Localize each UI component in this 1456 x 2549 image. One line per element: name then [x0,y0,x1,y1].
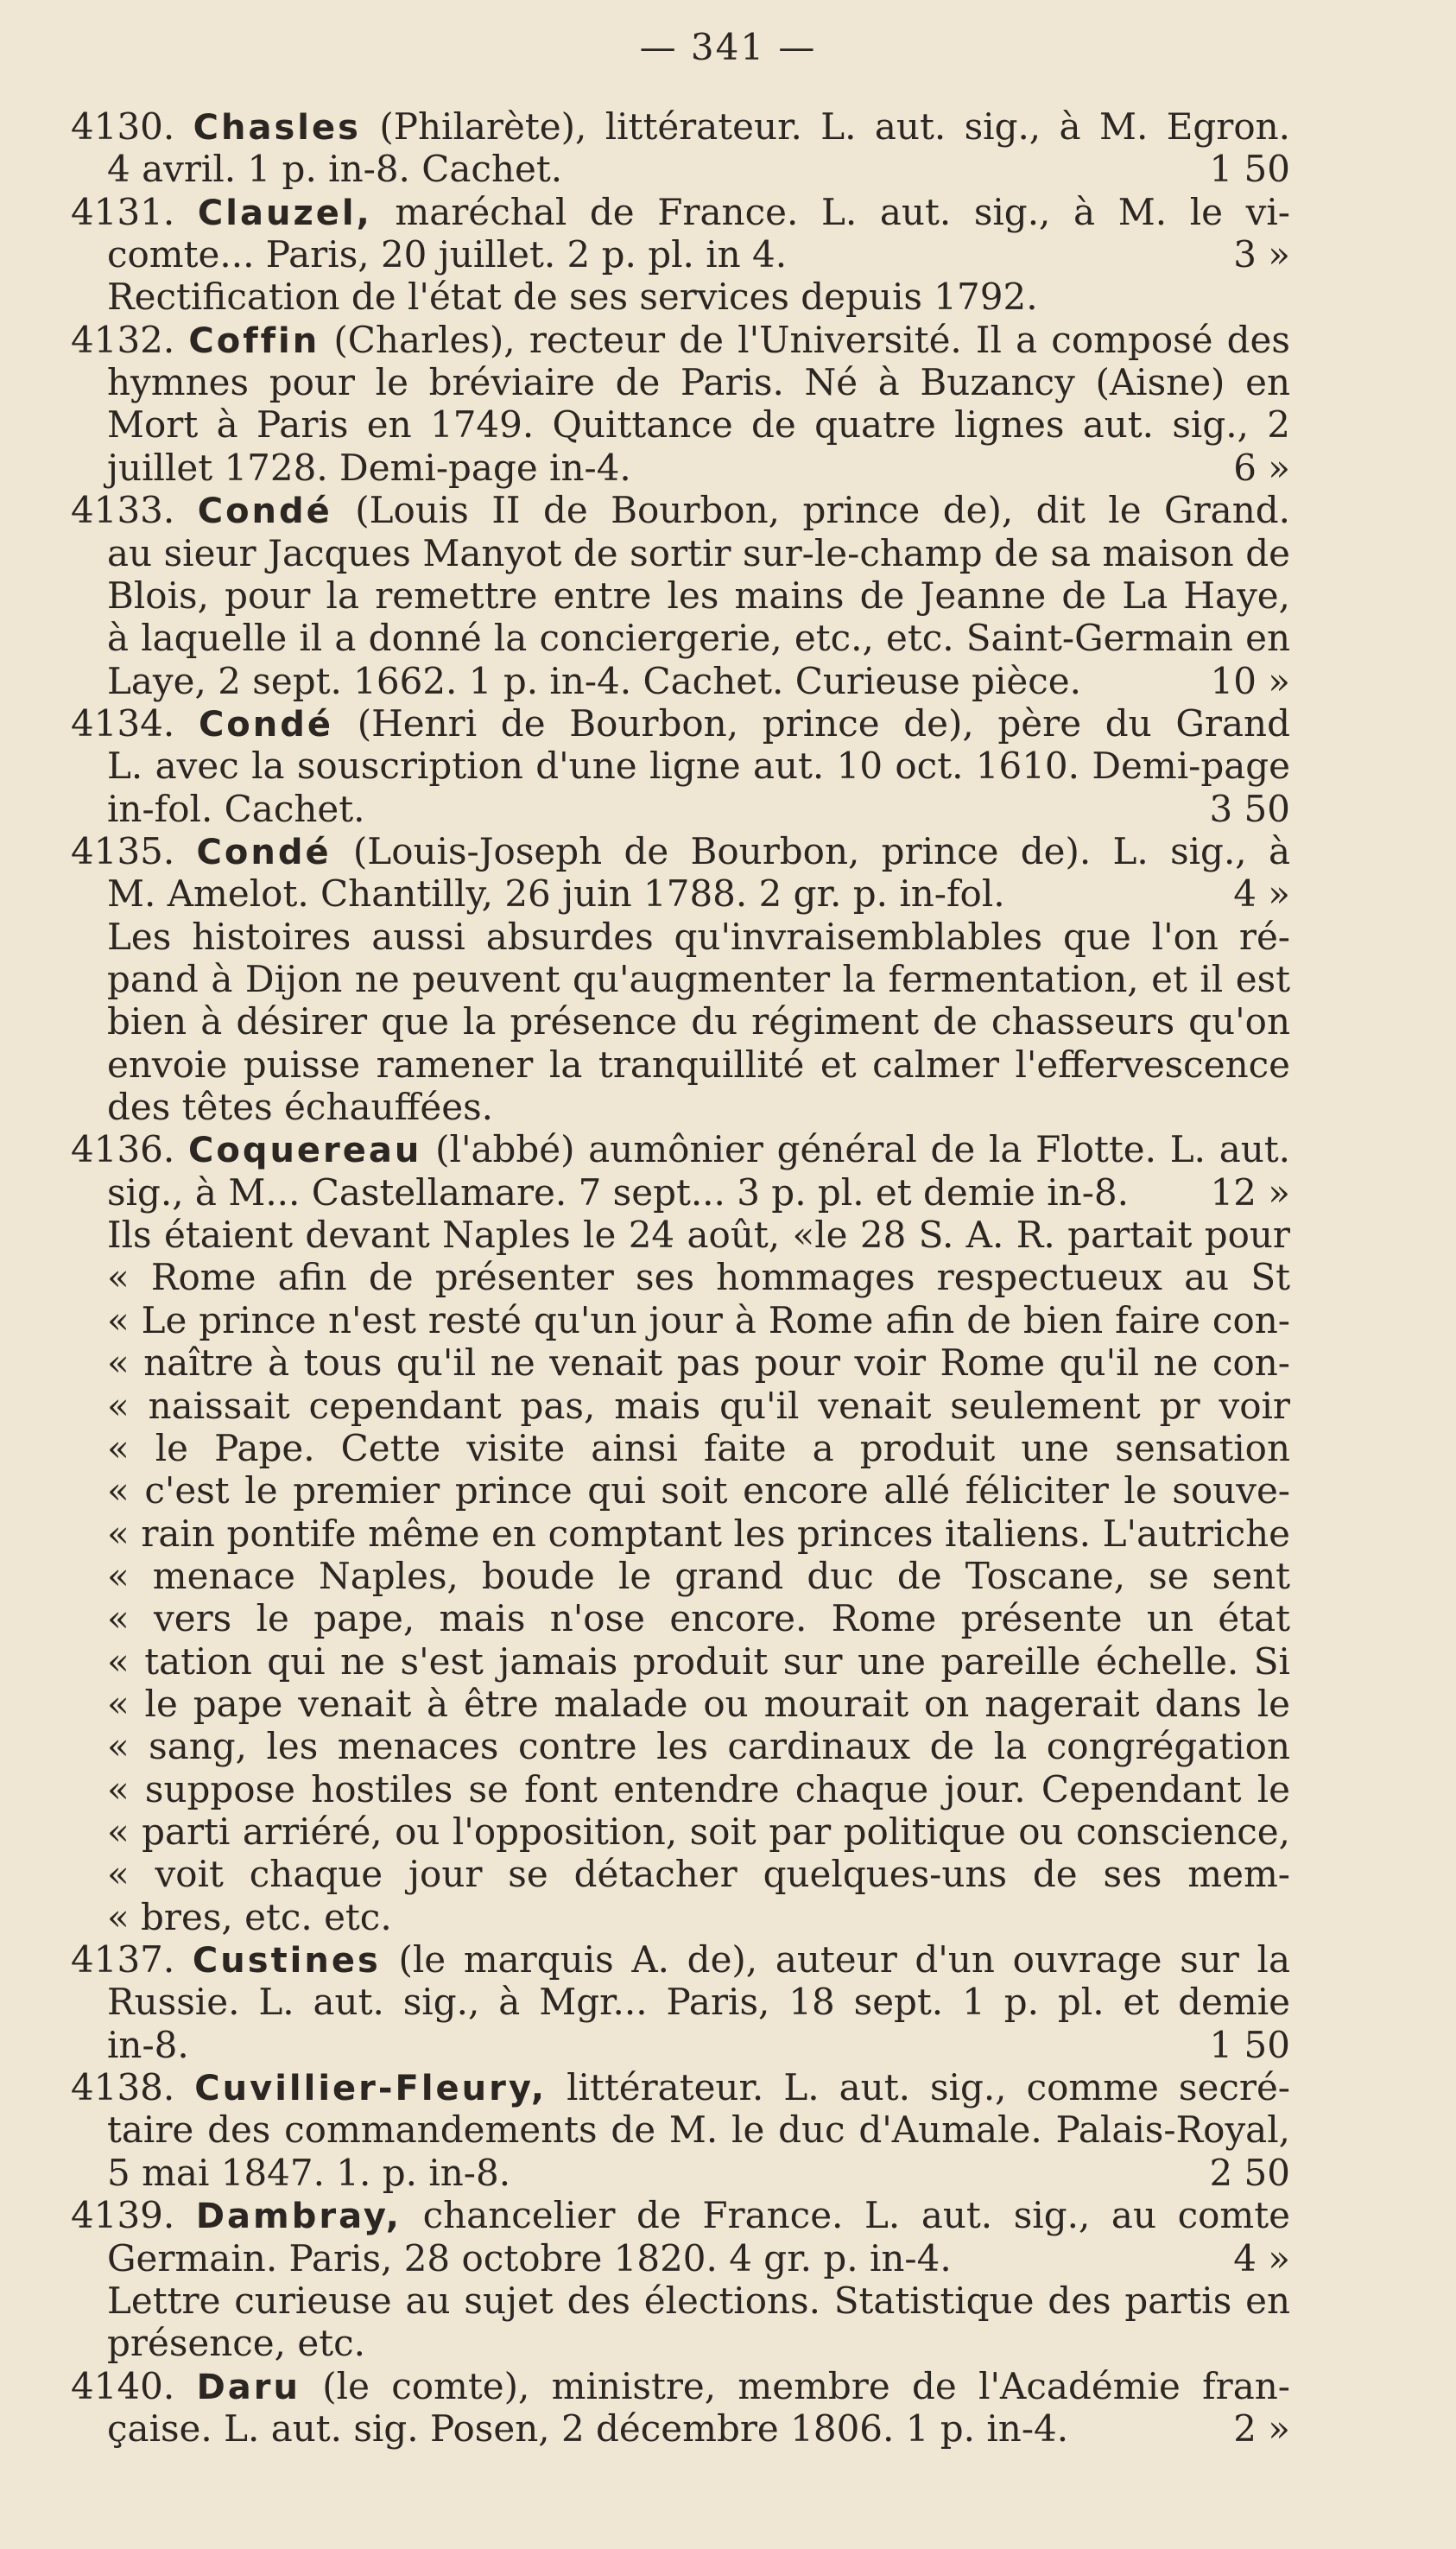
catalogue-line [107,1299,1290,1342]
entry-name: Dambray, [195,2197,402,2237]
catalogue-line [107,2280,1290,2323]
catalogue-line [71,702,1290,745]
catalogue-line [107,1341,1290,1385]
entry-price: 3 » [1233,233,1290,276]
entry-text: in-fol. Cachet. [107,787,365,830]
catalogue-line [107,1000,1290,1043]
catalogue-line [107,1427,1290,1470]
catalogue-line [107,1597,1290,1640]
entry-number: 4140. [71,2364,175,2407]
catalogue-line [107,403,1290,447]
catalogue-line [107,1512,1290,1556]
entry-text: présence, etc. [107,2322,365,2365]
entry-text: « menace Naples, boude le grand duc de Toscane, se sent [107,1554,1290,1597]
catalogue-line [71,2194,1290,2237]
catalogue-line [107,1981,1290,2024]
entry-text: taire des commandements de M. le duc d'Aumale. Palais-Royal, [107,2108,1290,2152]
catalogue-line [107,1896,1290,1939]
entry-text: (Louis II de Bourbon, prince de), dit le Grand. [355,489,1290,532]
catalogue-line [107,872,1290,916]
entry-text: « bres, etc. etc. [107,1895,392,1938]
catalogue-line [71,1938,1290,1981]
entry-text: « rain pontife même en comptant les princes italiens. L'autriche [107,1512,1290,1555]
entry-price: 3 50 [1209,787,1290,830]
catalogue-line [107,1043,1290,1087]
catalogue-line [107,745,1290,788]
entry-text: (Henri de Bourbon, prince de), père du Grand [357,701,1290,745]
entry-text: « Rome afin de présenter ses hommages respectueux au St [107,1256,1290,1299]
entry-name: Cuvillier-Fleury, [194,2069,548,2109]
catalogue-line [107,1256,1290,1299]
entry-text: chancelier de France. L. aut. sig., au comte [422,2194,1290,2237]
entry-text: « le pape venait à être malade ou mourait on nagerait dans le [107,1682,1290,1725]
entry-number: 4130. [71,105,175,148]
entry-number: 4132. [71,318,175,361]
entry-name: Daru [196,2367,301,2407]
entry-text: L. avec la souscription d'une ligne aut. 10 oct. 1610. Demi-page [107,745,1290,788]
entry-text: (l'abbé) aumônier général de la Flotte. L. aut. [435,1128,1290,1171]
catalogue-line [107,148,1290,191]
catalogue-line [107,1810,1290,1854]
catalogue-line [107,1469,1290,1512]
entry-number: 4138. [71,2066,175,2109]
catalogue-line [107,2407,1290,2451]
entry-text: Russie. L. aut. sig., à Mgr... Paris, 18 sept. 1 p. pl. et demie [107,1981,1290,2024]
catalogue-line [107,1683,1290,1726]
catalogue-line [107,2108,1290,2152]
entry-text: « tation qui ne s'est jamais produit sur une pareille échelle. Si [107,1639,1290,1683]
entry-text: bien à désirer que la présence du régiment de chasseurs qu'on [107,1000,1290,1043]
entry-text: « vers le pape, mais n'ose encore. Rome présente un état [107,1597,1290,1640]
catalogue-line [107,1086,1290,1129]
entry-number: 4131. [71,190,175,233]
catalogue-line [71,191,1290,234]
entry-text: au sieur Jacques Manyot de sortir sur-le-champ de sa maison de [107,531,1290,574]
entry-text: comte... Paris, 20 juillet. 2 p. pl. in 4. [107,233,788,276]
catalogue-line [107,660,1290,703]
entry-text: « naître à tous qu'il ne venait pas pour voir Rome qu'il ne con- [107,1341,1290,1385]
entry-text: « Le prince n'est resté qu'un jour à Rome afin de bien faire con- [107,1298,1290,1341]
entry-name: Coquereau [187,1131,422,1171]
catalogue-line [107,233,1290,276]
catalogue-line [71,489,1290,532]
catalogue-line [71,830,1290,873]
entry-text: envoie puisse ramener la tranquillité et calmer l'effervescence [107,1043,1290,1086]
catalogue-line [107,1555,1290,1598]
entry-text: littérateur. L. aut. sig., comme secré- [567,2066,1290,2109]
entry-text: Lettre curieuse au sujet des élections. Statistique des partis en [107,2279,1290,2322]
entry-name: Coffin [188,320,320,361]
catalogue-line [71,319,1290,362]
entry-text: çaise. L. aut. sig. Posen, 2 décembre 1806. 1 p. in-4. [107,2406,1069,2450]
catalogue-line [107,1853,1290,1896]
catalogue-line [107,2237,1290,2280]
catalogue-line [107,916,1290,959]
catalogue-line [107,361,1290,404]
entry-text: M. Amelot. Chantilly, 26 juin 1788. 2 gr. p. in-fol. [107,872,1005,916]
catalogue-line [107,532,1290,575]
catalogue-line [107,1171,1290,1214]
entry-number: 4136. [71,1128,175,1171]
catalogue-line [107,2152,1290,2195]
entry-name: Custines [192,1941,381,1981]
catalogue-line [107,2024,1290,2067]
catalogue-line [107,1768,1290,1811]
entry-text: (le marquis A. de), auteur d'un ouvrage sur la [398,1938,1290,1981]
entry-text: « voit chaque jour se détacher quelques-uns de ses mem- [107,1853,1290,1896]
catalogue-line [71,105,1290,149]
catalogue-line [71,2365,1290,2408]
entry-text: « parti arriéré, ou l'opposition, soit par politique ou conscience, [107,1810,1290,1853]
catalogue-line [71,1128,1290,1171]
entry-text: in-8. [107,2023,189,2066]
entry-price: 4 » [1233,2236,1290,2280]
catalogue-line [107,617,1290,660]
entry-name: Condé [196,832,332,872]
entry-price: 4 » [1233,872,1290,916]
entry-price: 1 50 [1209,148,1290,191]
entry-name: Clauzel, [197,193,372,233]
catalogue-line [107,447,1290,490]
entry-number: 4133. [71,489,175,532]
entry-text: maréchal de France. L. aut. sig., à M. le vi- [395,190,1290,233]
entry-name: Condé [198,704,334,745]
entry-text: (Louis-Joseph de Bourbon, prince de). L. sig., à [352,829,1290,872]
catalogue-line [107,1385,1290,1428]
entry-price: 12 » [1210,1170,1290,1214]
entry-name: Condé [197,491,332,532]
entry-text: hymnes pour le bréviaire de Paris. Né à Buzancy (Aisne) en [107,361,1290,404]
entry-text: Germain. Paris, 28 octobre 1820. 4 gr. p. in-4. [107,2236,952,2280]
entry-number: 4135. [71,829,175,872]
entry-text: à laquelle il a donné la conciergerie, etc., etc. Saint-Germain en [107,617,1290,660]
entry-number: 4134. [71,701,175,745]
entry-number: 4137. [71,1938,175,1981]
entry-price: 1 50 [1209,2023,1290,2066]
entry-price: 2 » [1233,2406,1290,2450]
catalogue-line [107,1214,1290,1257]
entry-price: 6 » [1233,446,1290,489]
catalogue-line [107,788,1290,831]
entry-text: Ils étaient devant Naples le 24 août, «le 28 S. A. R. partait pour [107,1214,1290,1257]
entry-text: des têtes échauffées. [107,1086,493,1129]
entry-text: « naissait cependant pas, mais qu'il venait seulement pr voir [107,1384,1290,1427]
catalogue-line [107,1640,1290,1683]
catalogue-line [107,2322,1290,2365]
entry-name: Chasles [193,108,361,148]
catalogue-line [107,574,1290,618]
entry-text: Blois, pour la remettre entre les mains de Jeanne de La Haye, [107,574,1290,617]
entry-text: 4 avril. 1 p. in-8. Cachet. [107,148,563,191]
entry-text: « c'est le premier prince qui soit encore allé féliciter le souve- [107,1469,1290,1512]
catalogue-line [107,1725,1290,1768]
entry-text: juillet 1728. Demi-page in-4. [107,446,631,489]
entry-text: (le comte), ministre, membre de l'Académie fran- [322,2364,1290,2407]
entry-text: (Philarète), littérateur. L. aut. sig., à M. Egron. [379,105,1290,148]
entry-text: pand à Dijon ne peuvent qu'augmenter la fermentation, et il est [107,958,1290,1000]
entry-price: 2 50 [1209,2151,1290,2194]
entry-price: 10 » [1210,659,1290,702]
entry-text: Laye, 2 sept. 1662. 1 p. in-4. Cachet. Curieuse pièce. [107,659,1081,702]
entry-text: « sang, les menaces contre les cardinaux de la congrégation [107,1725,1290,1768]
entry-text: Rectification de l'état de ses services depuis 1792. [107,276,1038,319]
entry-text: Les histoires aussi absurdes qu'invraisemblables que l'on ré- [107,915,1290,958]
entry-text: sig., à M... Castellamare. 7 sept... 3 p. pl. et demie in-8. [107,1170,1129,1214]
entry-text: Mort à Paris en 1749. Quittance de quatre lignes aut. sig., 2 [107,403,1290,447]
entry-text: (Charles), recteur de l'Université. Il a composé des [333,318,1290,361]
entry-text: « le Pape. Cette visite ainsi faite a produit une sensation [107,1426,1290,1469]
entry-text: 5 mai 1847. 1. p. in-8. [107,2151,511,2194]
entry-number: 4139. [71,2194,175,2237]
catalogue-line [107,958,1290,1001]
entry-text: « suppose hostiles se font entendre chaque jour. Cependant le [107,1767,1290,1810]
catalogue-line [71,2066,1290,2109]
page-number: — 341 — [639,26,817,68]
catalogue-line [107,276,1290,319]
